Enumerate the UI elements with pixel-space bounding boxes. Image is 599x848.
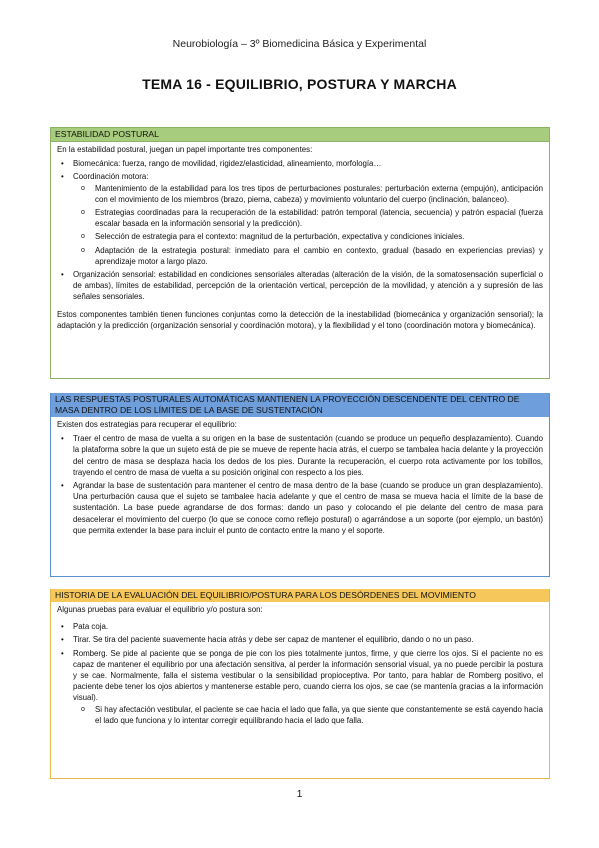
section-intro: Existen dos estrategias para recuperar el equilibrio: xyxy=(57,420,237,429)
sub-list xyxy=(73,183,543,267)
section-body xyxy=(51,602,549,732)
section-body xyxy=(51,417,549,542)
sub-list-item: o Adaptación de la estrategia postural: inmediato para el cambio en contexto, gradual (basado en experiencias previas) y aprendizaje motor a largo plazo. xyxy=(95,245,543,267)
list-item-text: Romberg. Se pide al paciente que se ponga de pie con los pies totalmente juntos, firme, y que cierre los ojos. Si el paciente no es capaz de mantener el equilibrio por una afectación sensitiva, al perder la información sensorial visual, ya no puede percibir la postura y se cae. Normalmente, falla el sistema vestibular o la sensibilidad propioceptiva. Por tanto, para hablar de Romberg positivo, el paciente debe tener los ojos abiertos y mantenerse estable pero, cuando cierra los ojos, se cae (se mantenía gracias a la información visual). xyxy=(73,648,543,703)
section-heading: ESTABILIDAD POSTURAL xyxy=(51,128,549,142)
list-item xyxy=(73,648,543,726)
list-item: • Biomecánica: fuerza, rango de movilidad, rigidez/elasticidad, alineamiento, morfología… xyxy=(73,158,543,169)
section-closing: Estos componentes también tienen funciones conjuntas como la detección de la inestabilidad (biomecánica y organización sensorial); la adaptación y la predicción (organización sensorial y coordinación motora), y la flexibilidad y el tono (coordinación motora y biomecánica). xyxy=(57,309,543,330)
list-item: • Tirar. Se tira del paciente suavemente hacia atrás y debe ser capaz de mantener el equilibrio, dando o no un paso. xyxy=(73,634,543,645)
list-item: • Organización sensorial: estabilidad en condiciones sensoriales alteradas (alteración de la visión, de la somatosensación superficial o de ambas), límites de estabilidad, percepción de la orientación vertical, percepción de la movilidad, y atención a y supresión de las señales sensoriales. xyxy=(73,269,543,303)
section-historia-evaluacion xyxy=(50,589,550,779)
list-item-label: Coordinación motora: xyxy=(73,172,149,182)
page-number: 1 xyxy=(296,789,303,800)
section-body xyxy=(51,142,549,338)
sub-list xyxy=(73,704,543,726)
section-heading: HISTORIA DE LA EVALUACIÓN DEL EQUILIBRIO/POSTURA PARA LOS DESÓRDENES DEL MOVIMIENTO xyxy=(51,589,549,602)
sub-list-item: o Estrategias coordinadas para la recuperación de la estabilidad: patrón temporal (latencia, secuencia) y patrón espacial (fuerza escalar basada en la información sensorial y la predicción). xyxy=(95,207,543,229)
bullet-list xyxy=(57,621,543,726)
section-heading: LAS RESPUESTAS POSTURALES AUTOMÁTICAS MANTIENEN LA PROYECCIÓN DESCENDENTE DEL CENTRO DE MASA DENTRO DE LOS LÍMITES DE LA BASE DE SUSTENTACIÓN xyxy=(51,393,549,417)
sub-list-item: o Selección de estrategia para el contexto: magnitud de la perturbación, expectativa y condiciones iniciales. xyxy=(95,231,543,242)
sub-list-item: o Mantenimiento de la estabilidad para los tres tipos de perturbaciones posturales: perturbación externa (empujón), anticipación con el movimiento de los miembros (brazo, pierna, cabeza) y movimiento voluntario del cuerpo (inclinación, balanceo). xyxy=(95,183,543,205)
bullet-list xyxy=(57,158,543,302)
page-header: Neurobiología – 3º Biomedicina Básica y Experimental xyxy=(172,38,427,50)
list-item: • Agrandar la base de sustentación para mantener el centro de masa dentro de la base (cuando se produce un gran desplazamiento). Una perturbación causa que el sujeto se tambalee hacia adelante y que el centro de masa se mueva hacia el límite de la base de sustentación. La base puede agrandarse de dos formas: dando un paso y colocando el pie delante del centro de masa para desacelerar el movimiento del cuerpo (lo que se conoce como reflejo postural) o agarrándose a un soporte (por ejemplo, un bastón) que permita extender la base para incluir el punto de contacto entre la mano y el soporte. xyxy=(73,480,543,536)
sub-list-item: o Si hay afectación vestibular, el paciente se cae hacia el lado que falla, ya que siente que constantemente se está cayendo hacia el lado que funciona y lo intentar corregir equilibrando hacia el lado que falla. xyxy=(95,704,543,726)
section-intro: En la estabilidad postural, juegan un papel importante tres componentes: xyxy=(57,145,313,154)
document-title: TEMA 16 - EQUILIBRIO, POSTURA Y MARCHA xyxy=(142,76,457,92)
list-item: • Pata coja. xyxy=(73,621,543,632)
section-estabilidad-postural xyxy=(50,127,550,379)
section-intro: Algunas pruebas para evaluar el equilibrio y/o postura son: xyxy=(57,605,263,614)
section-respuestas-posturales xyxy=(50,393,550,577)
bullet-list xyxy=(57,433,543,536)
list-item xyxy=(73,171,543,267)
list-item: • Traer el centro de masa de vuelta a su origen en la base de sustentación (cuando se produce un pequeño desplazamiento). Cuando la plataforma sobre la que un sujeto está de pie se mueve de repente hacia atrás, el cuerpo se tambalea hacia delante y la proyección del centro de masa se desplaza hacia los dedos de los pies. Durante la recuperación, el cuerpo rota activamente por los tobillos, trayendo el centro de masa de vuelta a su posición original con respecto a los pies. xyxy=(73,433,543,478)
